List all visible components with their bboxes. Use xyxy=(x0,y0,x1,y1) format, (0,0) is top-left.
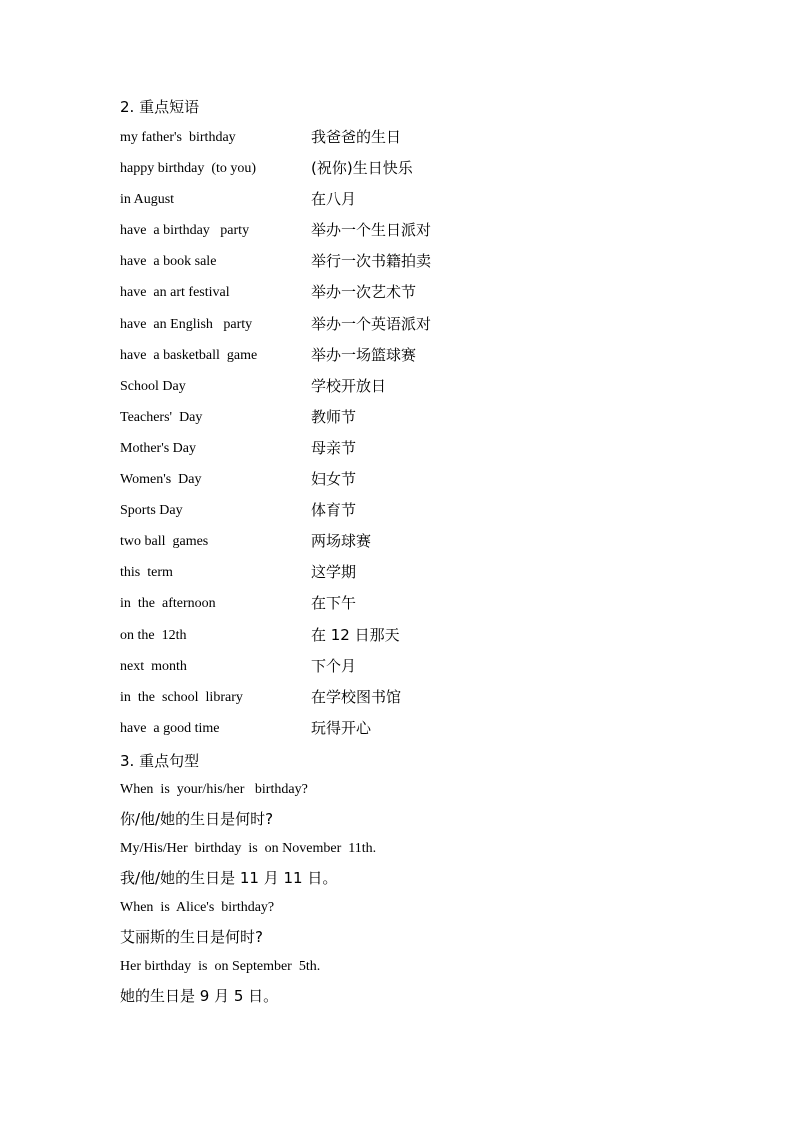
phrase-row xyxy=(120,532,680,563)
sentence-chinese: 艾丽斯的生日是何时? xyxy=(120,928,263,946)
phrase-row xyxy=(120,252,680,283)
phrase-chinese: 教师节 xyxy=(311,407,357,426)
phrase-row xyxy=(120,719,680,750)
phrase-english: in the school library xyxy=(120,689,243,705)
phrase-english: Mother's Day xyxy=(120,440,197,456)
phrase-row xyxy=(120,315,680,346)
sentence-chinese: 我/他/她的生日是 11 月 11 日。 xyxy=(120,869,338,887)
sentence-chinese: 她的生日是 9 月 5 日。 xyxy=(120,987,279,1005)
phrase-chinese: 在 12 日那天 xyxy=(311,625,400,644)
phrase-chinese: 母亲节 xyxy=(311,438,357,457)
phrase-chinese: 两场球赛 xyxy=(311,532,372,551)
phrase-chinese: 体育节 xyxy=(311,501,357,520)
phrase-chinese: 下个月 xyxy=(311,656,357,675)
phrase-english: Teachers' Day xyxy=(120,409,203,425)
sentence-english: When is your/his/her birthday? xyxy=(120,782,308,797)
phrase-row xyxy=(120,377,680,408)
phrase-english: my father's birthday xyxy=(120,130,236,145)
phrase-chinese: 在八月 xyxy=(311,190,357,209)
phrase-row xyxy=(120,563,680,594)
sentence-english: My/His/Her birthday is on November 11th. xyxy=(120,841,377,856)
phrase-english: next month xyxy=(120,658,187,674)
phrase-english: have a basketball game xyxy=(120,347,258,363)
phrase-english: have an English party xyxy=(120,316,253,332)
phrase-row xyxy=(120,594,680,625)
phrase-chinese: 我爸爸的生日 xyxy=(311,128,402,146)
phrase-row xyxy=(120,501,680,532)
phrase-english: School Day xyxy=(120,378,186,394)
phrase-row xyxy=(120,221,680,252)
phrase-chinese: 举办一个英语派对 xyxy=(311,314,432,333)
phrase-chinese: 学校开放日 xyxy=(311,376,387,395)
sentence-chinese: 你/他/她的生日是何时? xyxy=(120,810,274,828)
phrase-row xyxy=(120,688,680,719)
phrase-english: Sports Day xyxy=(120,503,183,519)
phrase-chinese: 举办一次艺术节 xyxy=(311,283,417,302)
phrase-chinese: 玩得开心 xyxy=(311,718,372,737)
phrase-english: have a book sale xyxy=(120,254,217,270)
phrase-row xyxy=(120,190,680,221)
phrase-row xyxy=(120,470,680,501)
sentence-english: Her birthday is on September 5th. xyxy=(120,959,321,974)
section-heading-key-sentences: 3. 重点句型 xyxy=(120,752,200,770)
phrase-english: two ball games xyxy=(120,534,209,550)
phrase-chinese: 妇女节 xyxy=(311,470,357,489)
phrase-row xyxy=(120,626,680,657)
phrase-row xyxy=(120,439,680,470)
phrase-row xyxy=(120,346,680,377)
phrase-english: have a good time xyxy=(120,720,220,736)
phrase-row xyxy=(120,159,680,190)
phrase-chinese: 在下午 xyxy=(311,594,357,613)
sentence-english: When is Alice's birthday? xyxy=(120,900,275,915)
phrase-chinese: (祝你)生日快乐 xyxy=(311,159,413,178)
phrase-english: happy birthday (to you) xyxy=(120,161,257,177)
phrase-chinese: 在学校图书馆 xyxy=(311,687,402,706)
phrase-row xyxy=(120,128,680,159)
phrase-english: in the afternoon xyxy=(120,596,216,612)
phrase-english: in August xyxy=(120,192,175,208)
phrase-row xyxy=(120,657,680,688)
phrase-english: on the 12th xyxy=(120,627,187,643)
key-phrase-list xyxy=(120,128,680,750)
phrase-chinese: 举办一个生日派对 xyxy=(311,221,432,240)
phrase-row xyxy=(120,283,680,314)
phrase-english: have a birthday party xyxy=(120,223,250,239)
phrase-english: this term xyxy=(120,565,173,581)
phrase-chinese: 举行一次书籍拍卖 xyxy=(311,252,432,271)
section-heading-key-phrases: 2. 重点短语 xyxy=(120,98,200,116)
phrase-english: have an art festival xyxy=(120,285,230,301)
phrase-english: Women's Day xyxy=(120,472,202,488)
phrase-chinese: 这学期 xyxy=(311,563,357,582)
phrase-row xyxy=(120,408,680,439)
phrase-chinese: 举办一场篮球赛 xyxy=(311,345,417,364)
